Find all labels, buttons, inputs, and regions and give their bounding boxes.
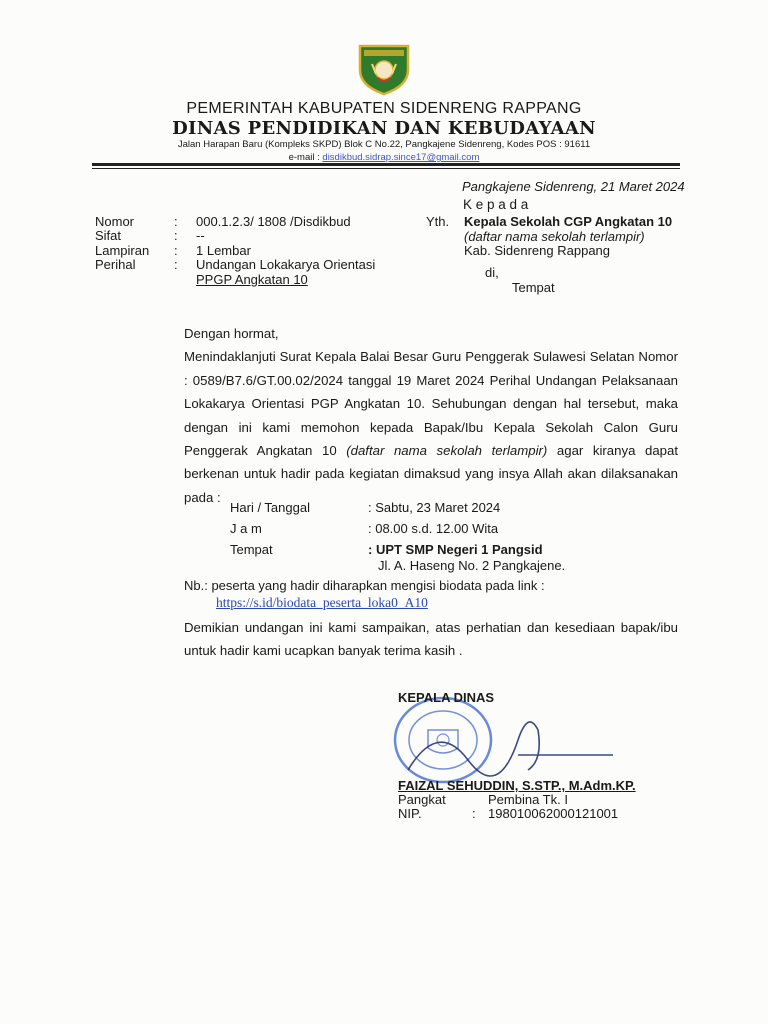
letterhead-rule-thick xyxy=(92,163,680,166)
schedule-place-value: : UPT SMP Negeri 1 Pangsid xyxy=(368,542,543,557)
meta-sep-sifat: : xyxy=(174,228,178,243)
schedule-time-label: J a m xyxy=(230,521,262,536)
meta-value-lampiran: 1 Lembar xyxy=(196,243,251,258)
body-paragraph-part-a: Menindaklanjuti Surat Kepala Balai Besar Guru Penggerak Sulawesi Selatan Nomor : 0589/B7.6/GT.00.02/2024 tanggal 19 Maret 2024 Perihal Undangan Pelaksanaan Lokakarya Orientasi PGP Angkatan 10. Sehubungan dengan hal tersebut, maka dengan ini kami memohon kepada Bapak/Ibu Kepala Sekolah Calon Guru Penggerak Angkatan 10 xyxy=(184,349,678,459)
signatory-rank-label: Pangkat xyxy=(398,792,446,807)
body-paragraph xyxy=(184,345,678,509)
government-heading: PEMERINTAH KABUPATEN SIDENRENG RAPPANG xyxy=(186,100,582,117)
email-link[interactable]: disdikbud.sidrap.since17@gmail.com xyxy=(322,152,480,163)
signatory-nip-value: 198010062000121001 xyxy=(488,806,619,821)
recipient-name: Kepala Sekolah CGP Angkatan 10 xyxy=(464,214,673,229)
recipient-note: (daftar nama sekolah terlampir) xyxy=(464,229,645,244)
meta-sep-perihal: : xyxy=(174,257,178,272)
closing-paragraph: Demikian undangan ini kami sampaikan, atas perhatian dan kesediaan bapak/ibu untuk hadir kami ucapkan banyak terima kasih . xyxy=(184,620,678,659)
office-address: Jalan Harapan Baru (Kompleks SKPD) Blok C No.22, Pangkajene Sidenreng, Kodes POS : 91611 xyxy=(177,139,591,150)
schedule-place-label: Tempat xyxy=(230,542,273,557)
body-paragraph-italic: (daftar nama sekolah terlampir) xyxy=(346,443,548,459)
signatory-rank-value: Pembina Tk. I xyxy=(488,792,568,807)
body-paragraph-part-b: agar kiranya dapat berkenan untuk hadir pada kegiatan dimaksud yang insya Allah akan dilaksanakan pada : xyxy=(184,443,678,505)
meta-value-nomor: 000.1.2.3/ 1808 /Disdikbud xyxy=(196,214,351,229)
meta-label-nomor: Nomor xyxy=(95,214,135,229)
meta-sep-lampiran: : xyxy=(174,243,178,258)
regency-emblem-logo xyxy=(352,40,416,96)
meta-label-lampiran: Lampiran xyxy=(95,243,150,258)
biodata-link[interactable]: https://s.id/biodata_peserta_loka0_A10 xyxy=(216,595,428,610)
email-line xyxy=(0,152,768,163)
yth-label: Yth. xyxy=(426,214,450,229)
signatory-name: FAIZAL SEHUDDIN, S.STP., M.Adm.KP. xyxy=(398,778,636,793)
letterhead-rule-thin xyxy=(92,168,680,169)
meta-value-perihal-line2: PPGP Angkatan 10 xyxy=(196,272,308,287)
signatory-nip-sep: : xyxy=(472,806,476,821)
kepada-label: K e p a d a xyxy=(463,197,529,212)
signatory-title: KEPALA DINAS xyxy=(398,690,495,705)
letter-body xyxy=(184,322,678,509)
recipient-region: Kab. Sidenreng Rappang xyxy=(464,243,611,258)
greeting: Dengan hormat, xyxy=(184,326,279,341)
meta-label-sifat: Sifat xyxy=(95,228,122,243)
schedule-time-value: : 08.00 s.d. 12.00 Wita xyxy=(368,521,499,536)
meta-value-sifat: -- xyxy=(196,228,205,243)
department-heading: DINAS PENDIDIKAN DAN KEBUDAYAAN xyxy=(172,118,596,139)
recipient-di: di, xyxy=(485,265,499,280)
meta-sep-nomor: : xyxy=(174,214,178,229)
schedule-day-label: Hari / Tanggal xyxy=(230,500,310,515)
meta-label-perihal: Perihal xyxy=(95,257,136,272)
meta-value-perihal: Undangan Lokakarya Orientasi xyxy=(196,257,376,272)
recipient-place: Tempat xyxy=(512,280,555,295)
schedule-place-address: Jl. A. Haseng No. 2 Pangkajene. xyxy=(378,558,566,573)
biodata-note: Nb.: peserta yang hadir diharapkan mengisi biodata pada link : xyxy=(184,578,545,593)
date-place: Pangkajene Sidenreng, 21 Maret 2024 xyxy=(462,179,685,194)
schedule-day-value: : Sabtu, 23 Maret 2024 xyxy=(368,500,501,515)
email-label: e-mail : xyxy=(288,152,320,163)
signatory-nip-label: NIP. xyxy=(398,806,422,821)
